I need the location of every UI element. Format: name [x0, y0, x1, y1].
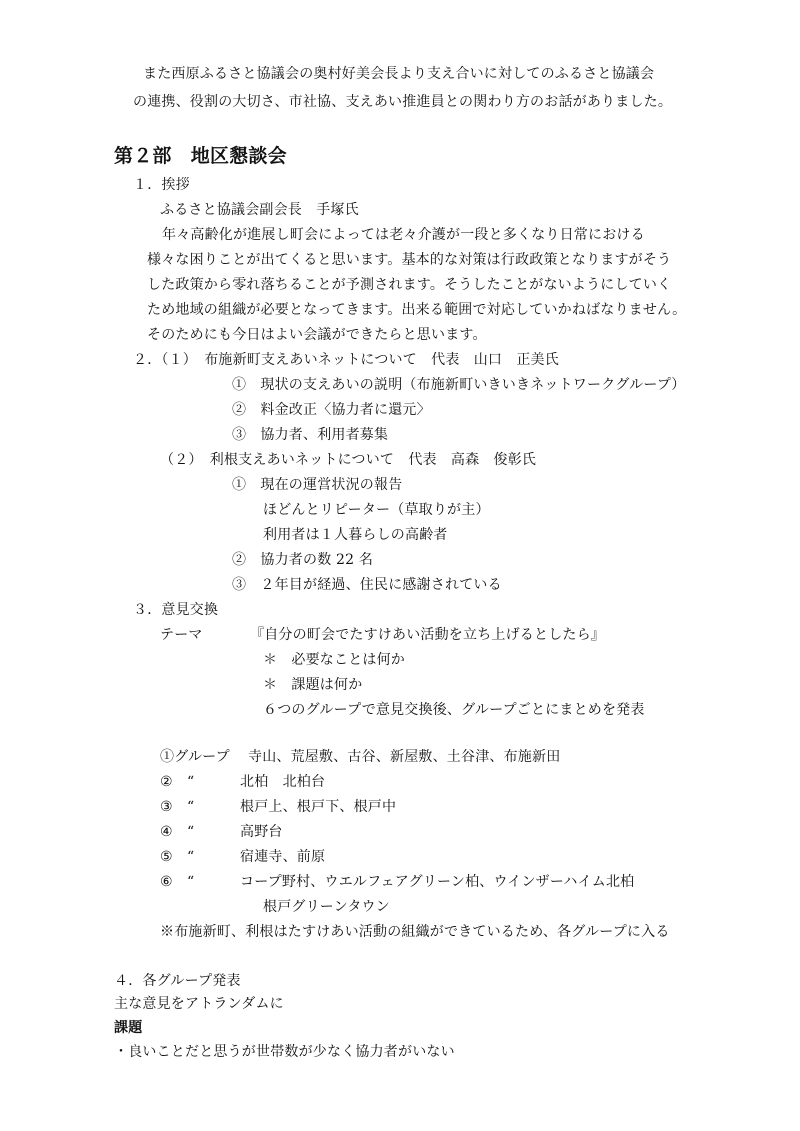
group-label: ④ “ [160, 824, 195, 840]
group-label: ② “ [160, 774, 195, 790]
sec1-body-line: そのためにも今日はよい会議ができたらと思います。 [147, 327, 487, 343]
intro-line-1: また西原ふるさと協議会の奥村好美会長より支え合いに対してのふるさと協議会 [143, 66, 655, 82]
group-members: 北柏 北柏台 [240, 774, 326, 790]
sec1-speaker: ふるさと協議会副会長 手塚氏 [160, 202, 359, 218]
group-members-continued: 根戸グリーンタウン [263, 899, 390, 915]
group-label: ①グループ [160, 749, 230, 765]
sec2-part2-subitem: 利用者は１人暮らしの高齢者 [263, 527, 448, 543]
sec4-issue-bullet: ・良いことだと思うが世帯数が少なく協力者がいない [114, 1044, 455, 1060]
sec1-body-line: 様々な困りことが出てくると思います。基本的な対策は行政政策となりますがそう [147, 252, 672, 268]
sec1-title: １．挨拶 [133, 177, 190, 193]
group-label: ⑤ “ [160, 849, 195, 865]
sec4-title: ４．各グループ発表 [114, 973, 241, 989]
sec2-part1-item: ② 料金改正〈協力者に還元〉 [232, 402, 431, 418]
sec2-part2-subitem: ほどんとリピーター（草取りが主） [263, 502, 490, 518]
group-members: コープ野村、ウエルフェアグリーン柏、ウインザーハイム北柏 [240, 874, 635, 890]
sec1-body-line: 年々高齢化が進展し町会によっては老々介護が一段と多くなり日常における [162, 227, 645, 243]
part2-heading: 第２部 地区懇談会 [114, 145, 287, 167]
intro-line-2: の連携、役割の大切さ、市社協、支えあい推進員との関わり方のお話がありました。 [133, 94, 673, 110]
group-label: ⑥ “ [160, 874, 195, 890]
sec3-theme: 『自分の町会でたすけあい活動を立ち上げるとしたら』 [250, 627, 605, 643]
sec4-issues-label: 課題 [114, 1020, 143, 1036]
group-members: 宿連寺、前原 [240, 849, 326, 865]
sec3-title: ３．意見交換 [133, 602, 219, 618]
sec2-part2-item: ② 協力者の数 22 名 [232, 552, 374, 568]
sec3-theme-label: テーマ [160, 627, 203, 643]
sec1-body-line: ため地域の組織が必要となってきます。出来る範囲で対応していかねばなりません。 [147, 302, 687, 318]
sec3-note: ６つのグループで意見交換後、グループごとにまとめを発表 [263, 702, 645, 718]
sec1-body-line: した政策から零れ落ちることが予測されます。そうしたことがないようにしていく [147, 277, 672, 293]
sec2-part2-item: ① 現在の運営状況の報告 [232, 477, 403, 493]
group-members: 寺山、荒屋敷、古谷、新屋敷、土谷津、布施新田 [248, 749, 561, 765]
group-members: 根戸上、根戸下、根戸中 [240, 799, 397, 815]
sec2-part1-item: ③ 協力者、利用者募集 [232, 427, 389, 443]
sec2-part2-heading: （２） 利根支えあいネットについて 代表 高森 俊彰氏 [160, 452, 537, 468]
sec3-remark: ※布施新町、利根はたすけあい活動の組織ができているため、各グループに入る [160, 924, 670, 940]
group-label: ③ “ [160, 799, 195, 815]
sec2-part1-heading: ２．（１） 布施新町支えあいネットについて 代表 山口 正美氏 [133, 352, 559, 368]
sec3-point: ＊ 必要なことは何か [263, 652, 405, 668]
sec2-part1-item: ① 現状の支えあいの説明（布施新町いきいきネットワークグループ） [232, 377, 686, 393]
sec4-subtitle: 主な意見をアトランダムに [114, 996, 284, 1012]
sec3-point: ＊ 課題は何か [263, 677, 363, 693]
sec2-part2-item: ③ ２年目が経過、住民に感謝されている [232, 577, 502, 593]
group-members: 高野台 [240, 824, 283, 840]
